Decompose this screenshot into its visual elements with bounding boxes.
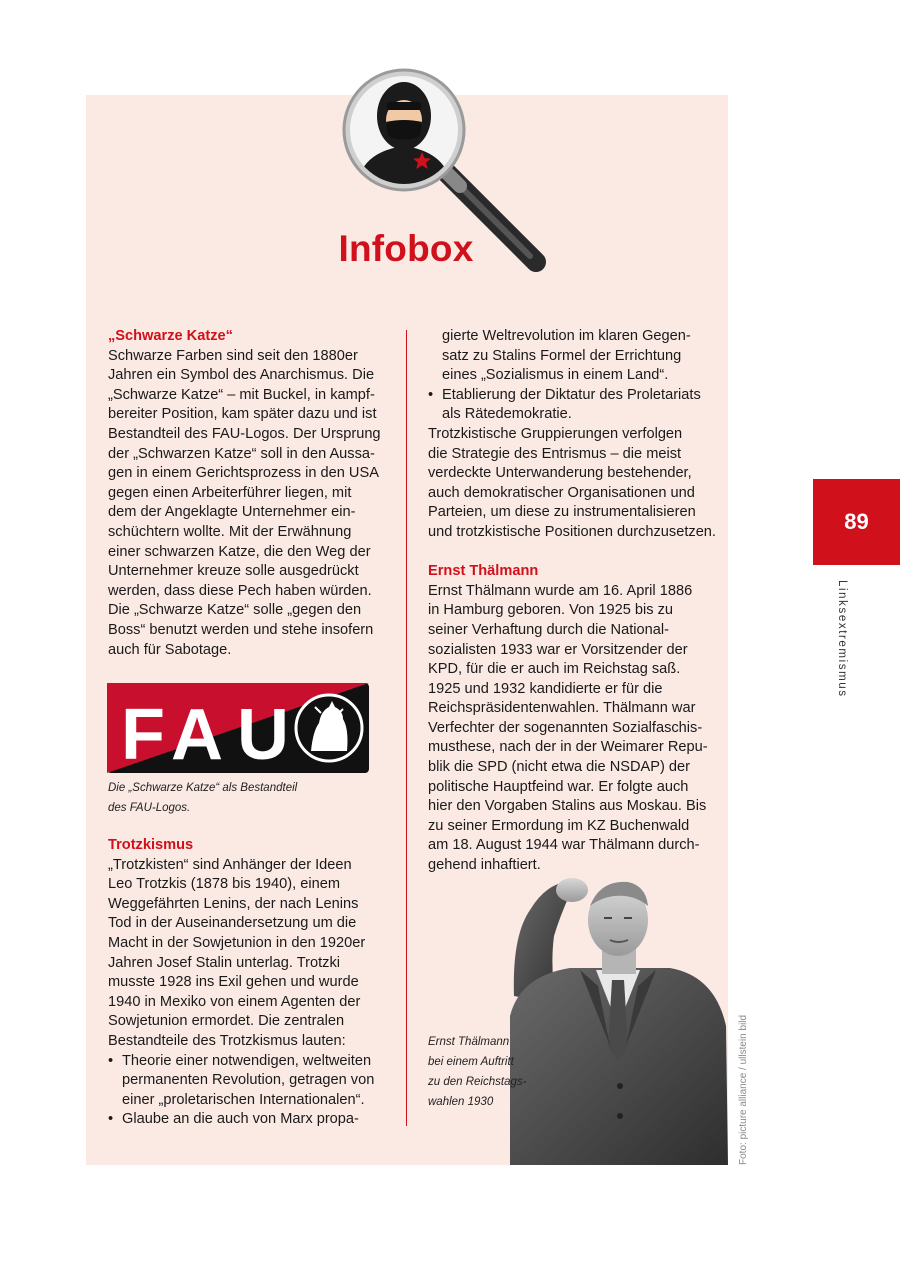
text-line: • Theorie einer notwendigen, weltweiten bbox=[122, 1052, 372, 1069]
right-column bbox=[428, 327, 728, 876]
text-line: zu seiner Ermordung im KZ Buchenwald bbox=[428, 817, 690, 834]
text-line: Parteien, um diese zu instrumentalisieren bbox=[428, 504, 696, 521]
text-line: auch demokratischer Organisationen und bbox=[428, 484, 695, 501]
text-line: gehend inhaftiert. bbox=[428, 857, 541, 874]
text-line: „Schwarze Katze“ – mit Buckel, in kampf- bbox=[108, 386, 375, 403]
text-line: Bestandteil des FAU-Logos. Der Ursprung bbox=[108, 425, 381, 442]
text-line: am 18. August 1944 war Thälmann durch- bbox=[428, 837, 700, 854]
text-line: • Etablierung der Diktatur des Proletariats bbox=[442, 386, 701, 403]
text-line: werden, dass diese Pech haben würden. bbox=[108, 582, 372, 599]
fau-logo-letter: U bbox=[237, 695, 289, 773]
caption-line: Ernst Thälmann bbox=[428, 1036, 510, 1048]
text-line: gen in einem Gerichtsprozess in den USA bbox=[108, 465, 379, 482]
infobox-title: Infobox bbox=[338, 228, 474, 269]
caption-line: zu den Reichstags- bbox=[428, 1076, 527, 1088]
text-line: bereiter Position, kam später dazu und ist bbox=[108, 406, 377, 423]
text-line: die Strategie des Entrismus – die meist bbox=[428, 445, 682, 462]
text-line: musthese, nach der in der Weimarer Repu- bbox=[428, 739, 708, 756]
text-line: politische Hauptfeind war. Er folgte auch bbox=[428, 778, 689, 795]
text-line: Die „Schwarze Katze“ solle „gegen den bbox=[108, 602, 362, 619]
caption-line: bei einem Auftritt bbox=[428, 1056, 514, 1068]
text-line: gegen einen Arbeiterführer liegen, mit bbox=[108, 484, 352, 501]
text-line: seiner Verhaftung durch die National- bbox=[428, 621, 669, 638]
caption-line: wahlen 1930 bbox=[428, 1096, 494, 1108]
text-line: Bestandteile des Trotzkismus lauten: bbox=[108, 1032, 346, 1049]
page-number-tab: 89 bbox=[813, 479, 900, 565]
fau-logo-caption bbox=[108, 778, 368, 818]
thaelmann-photo bbox=[510, 876, 728, 1165]
text-line: einer schwarzen Katze, die den Weg der bbox=[108, 543, 371, 560]
text-line: einer „proletarischen Internationalen“. bbox=[122, 1091, 365, 1108]
text-line: satz zu Stalins Formel der Errichtung bbox=[442, 347, 682, 364]
text-line: auch für Sabotage. bbox=[108, 641, 232, 658]
text-line: eines „Sozialismus in einem Land“. bbox=[442, 367, 669, 384]
trotzkismus-bullet-list bbox=[108, 1052, 398, 1130]
text-line: Trotzkistische Gruppierungen verfolgen bbox=[428, 425, 683, 442]
text-line: Schwarze Farben sind seit den 1880er bbox=[108, 347, 358, 364]
text-line: KPD, für die er auch im Reichstag saß. bbox=[428, 661, 681, 678]
text-line: • Glaube an die auch von Marx propa- bbox=[122, 1111, 359, 1128]
section-heading-trotzkismus: Trotzkismus bbox=[108, 837, 194, 853]
chapter-side-label: Linksextremismus bbox=[836, 580, 848, 698]
left-column bbox=[108, 327, 388, 660]
text-line: Leo Trotzkis (1878 bis 1940), einem bbox=[108, 876, 341, 893]
text-line: Tod in der Auseinandersetzung um die bbox=[108, 915, 357, 932]
text-line: und trotzkistische Positionen durchzusetzen. bbox=[428, 523, 716, 540]
text-line: blik die SPD (nicht etwa die NSDAP) der bbox=[428, 759, 690, 776]
fau-logo bbox=[107, 683, 369, 773]
text-line: in Hamburg geboren. Von 1925 bis zu bbox=[428, 602, 674, 619]
black-cat-icon bbox=[296, 695, 362, 761]
caption-line: Die „Schwarze Katze“ als Bestandteil bbox=[108, 782, 298, 794]
text-line: Reichspräsidentenwahlen. Thälmann war bbox=[428, 700, 696, 717]
bullet-item bbox=[108, 1110, 398, 1130]
text-line: Sowjetunion ermordet. Die zentralen bbox=[108, 1013, 345, 1030]
trotzkismus-section bbox=[108, 836, 398, 1130]
trotzkismus-bullet-list-cont bbox=[428, 386, 728, 425]
text-line: Macht in der Sowjetunion in den 1920er bbox=[108, 934, 366, 951]
text-line: verdeckte Unterwanderung bestehender, bbox=[428, 465, 692, 482]
text-line: 1940 in Mexiko von einem Agenten der bbox=[108, 993, 361, 1010]
section-heading-katze: „Schwarze Katze“ bbox=[108, 328, 233, 344]
photo-credit: Foto: picture alliance / ullstein bild bbox=[738, 1014, 749, 1165]
text-line: der „Schwarzen Katze“ soll in den Aussa- bbox=[108, 445, 375, 462]
text-line: gierte Weltrevolution im klaren Gegen- bbox=[442, 328, 691, 344]
text-line: Jahren ein Symbol des Anarchismus. Die bbox=[108, 367, 375, 384]
text-line: dem der Angeklagte Unternehmer ein- bbox=[108, 504, 356, 521]
text-line: hier den Vorgaben Stalins aus Moskau. Bis bbox=[428, 798, 707, 815]
text-line: Ernst Thälmann wurde am 16. April 1886 bbox=[428, 582, 693, 599]
caption-line: des FAU-Logos. bbox=[108, 802, 191, 814]
bullet-item bbox=[428, 386, 728, 425]
text-line: 1925 und 1932 kandidierte er für die bbox=[428, 680, 663, 697]
fau-logo-letter: F bbox=[121, 695, 165, 773]
text-line: als Rätedemokratie. bbox=[442, 406, 572, 423]
text-line: sozialisten 1933 war er Vorsitzender der bbox=[428, 641, 688, 658]
thaelmann-photo-caption bbox=[428, 1032, 548, 1112]
text-line: schüchtern wollte. Mit der Erwähnung bbox=[108, 523, 352, 540]
text-line: Weggefährten Lenins, der nach Lenins bbox=[108, 895, 359, 912]
bullet-item bbox=[108, 1052, 398, 1111]
bullet-continuation bbox=[428, 327, 728, 386]
text-line: musste 1928 ins Exil gehen und wurde bbox=[108, 974, 359, 991]
text-line: Verfechter der sogenannten Sozialfaschis- bbox=[428, 719, 703, 736]
text-line: Unternehmer kreuze solle ausgedrückt bbox=[108, 563, 359, 580]
text-line: Boss“ benutzt werden und stehe insofern bbox=[108, 621, 374, 638]
text-line: „Trotzkisten“ sind Anhänger der Ideen bbox=[108, 856, 352, 873]
text-line: permanenten Revolution, getragen von bbox=[122, 1072, 375, 1089]
section-heading-thaelmann: Ernst Thälmann bbox=[428, 563, 539, 580]
column-divider bbox=[406, 330, 407, 1126]
fau-logo-letter: A bbox=[171, 695, 223, 773]
text-line: Jahren Josef Stalin unterlag. Trotzki bbox=[108, 954, 340, 971]
